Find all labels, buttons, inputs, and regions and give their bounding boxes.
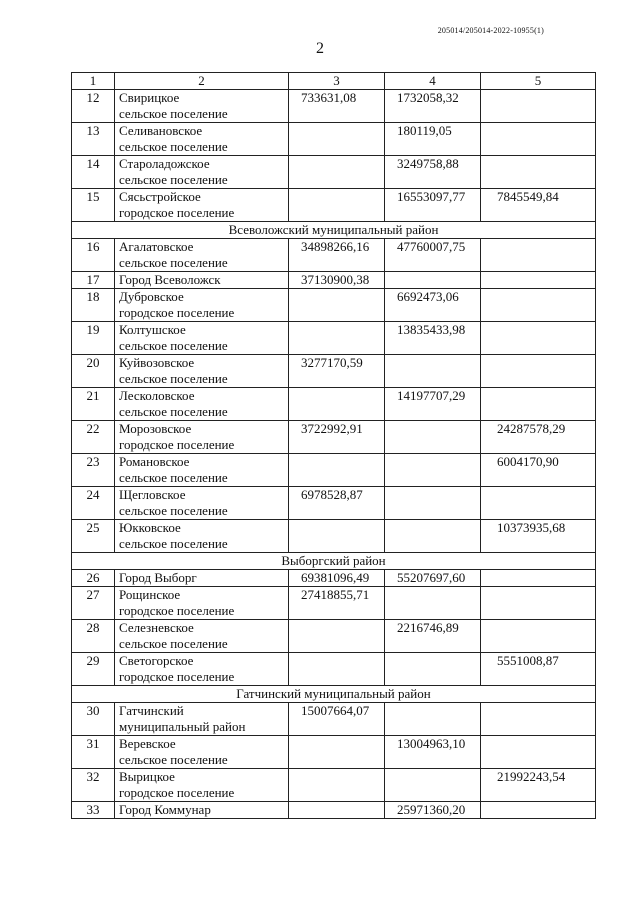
table-row (72, 156, 596, 189)
amount-col-4: 180119,05 (385, 123, 481, 156)
table-row (72, 272, 596, 289)
table-row (72, 487, 596, 520)
municipality-name-line: сельское поселение (119, 172, 228, 187)
amount-col-3 (289, 388, 385, 421)
amount-col-4: 47760007,75 (385, 239, 481, 272)
column-header: 1 (72, 73, 115, 90)
amount-col-5 (481, 90, 596, 123)
municipality-name-line: Щегловское (119, 487, 186, 502)
column-header: 4 (385, 73, 481, 90)
municipality-name-line: Селивановское (119, 123, 203, 138)
municipality-name (115, 90, 289, 123)
amount-col-3 (289, 620, 385, 653)
amount-col-5 (481, 587, 596, 620)
row-number: 13 (72, 123, 115, 156)
municipality-name-line: городское поселение (119, 669, 235, 684)
amount-col-3 (289, 769, 385, 802)
table-row (72, 520, 596, 553)
amount-col-3 (289, 653, 385, 686)
row-number: 30 (72, 703, 115, 736)
row-number: 14 (72, 156, 115, 189)
table-row (72, 587, 596, 620)
amount-col-3: 3277170,59 (289, 355, 385, 388)
municipality-name-line: городское поселение (119, 603, 235, 618)
amount-col-5 (481, 736, 596, 769)
row-number: 33 (72, 802, 115, 819)
table-body (72, 73, 596, 819)
table-header-row (72, 73, 596, 90)
row-number: 21 (72, 388, 115, 421)
municipality-name-line: сельское поселение (119, 636, 228, 651)
amount-col-4 (385, 587, 481, 620)
table-row (72, 454, 596, 487)
table-row (72, 653, 596, 686)
column-header: 3 (289, 73, 385, 90)
amount-col-4: 2216746,89 (385, 620, 481, 653)
municipality-name (115, 355, 289, 388)
municipality-name-line: городское поселение (119, 205, 235, 220)
municipality-name-line: городское поселение (119, 305, 235, 320)
amount-col-3 (289, 454, 385, 487)
table-row (72, 703, 596, 736)
row-number: 32 (72, 769, 115, 802)
amount-col-4: 14197707,29 (385, 388, 481, 421)
amount-col-3: 37130900,38 (289, 272, 385, 289)
amount-col-3: 733631,08 (289, 90, 385, 123)
column-header: 2 (115, 73, 289, 90)
amount-col-3 (289, 736, 385, 769)
table-row (72, 90, 596, 123)
amount-col-5: 6004170,90 (481, 454, 596, 487)
amount-col-5 (481, 239, 596, 272)
municipality-name (115, 123, 289, 156)
page-number: 2 (316, 40, 324, 57)
table-row (72, 322, 596, 355)
amount-col-4 (385, 355, 481, 388)
municipality-name-line: Староладожское (119, 156, 210, 171)
table-row (72, 736, 596, 769)
municipality-name (115, 487, 289, 520)
row-number: 17 (72, 272, 115, 289)
amount-col-4: 55207697,60 (385, 570, 481, 587)
amount-col-4 (385, 272, 481, 289)
municipality-name (115, 520, 289, 553)
municipality-name-line: Гатчинский (119, 703, 184, 718)
row-number: 29 (72, 653, 115, 686)
municipality-name-line: Город Выборг (119, 570, 197, 585)
municipality-name-line: сельское поселение (119, 106, 228, 121)
amount-col-3 (289, 123, 385, 156)
municipality-name (115, 703, 289, 736)
amount-col-5: 10373935,68 (481, 520, 596, 553)
amount-col-5 (481, 123, 596, 156)
row-number: 26 (72, 570, 115, 587)
column-header: 5 (481, 73, 596, 90)
amount-col-4 (385, 421, 481, 454)
amount-col-3 (289, 156, 385, 189)
municipality-name (115, 189, 289, 222)
amount-col-3: 34898266,16 (289, 239, 385, 272)
amount-col-3 (289, 802, 385, 819)
municipality-name-line: сельское поселение (119, 255, 228, 270)
amount-col-4: 1732058,32 (385, 90, 481, 123)
amount-col-4: 6692473,06 (385, 289, 481, 322)
municipality-name-line: Колтушское (119, 322, 186, 337)
amount-col-5: 21992243,54 (481, 769, 596, 802)
municipality-name (115, 454, 289, 487)
section-header-row (72, 553, 596, 570)
municipality-name-line: Вырицкое (119, 769, 175, 784)
municipality-name (115, 388, 289, 421)
amount-col-4 (385, 653, 481, 686)
table-row (72, 802, 596, 819)
amount-col-3 (289, 289, 385, 322)
municipality-name-line: Город Коммунар (119, 802, 211, 817)
municipality-name-line: муниципальный район (119, 719, 246, 734)
section-title: Выборгский район (72, 553, 596, 570)
municipality-name (115, 156, 289, 189)
municipality-name (115, 587, 289, 620)
allocation-table (71, 72, 596, 819)
amount-col-3: 6978528,87 (289, 487, 385, 520)
municipality-name-line: Юкковское (119, 520, 181, 535)
row-number: 18 (72, 289, 115, 322)
municipality-name-line: Свирицкое (119, 90, 180, 105)
amount-col-4 (385, 487, 481, 520)
municipality-name (115, 769, 289, 802)
municipality-name-line: городское поселение (119, 437, 235, 452)
amount-col-5: 24287578,29 (481, 421, 596, 454)
municipality-name (115, 421, 289, 454)
row-number: 31 (72, 736, 115, 769)
amount-col-4: 25971360,20 (385, 802, 481, 819)
row-number: 19 (72, 322, 115, 355)
amount-col-5 (481, 355, 596, 388)
municipality-name (115, 802, 289, 819)
municipality-name (115, 653, 289, 686)
table-row (72, 123, 596, 156)
municipality-name-line: городское поселение (119, 785, 235, 800)
amount-col-3: 3722992,91 (289, 421, 385, 454)
table-row (72, 421, 596, 454)
municipality-name (115, 570, 289, 587)
row-number: 24 (72, 487, 115, 520)
document-id: 205014/205014-2022-10955(1) (437, 26, 544, 35)
amount-col-4 (385, 520, 481, 553)
row-number: 27 (72, 587, 115, 620)
municipality-name-line: сельское поселение (119, 338, 228, 353)
row-number: 16 (72, 239, 115, 272)
amount-col-3: 27418855,71 (289, 587, 385, 620)
municipality-name-line: Селезневское (119, 620, 194, 635)
municipality-name-line: Лесколовское (119, 388, 195, 403)
municipality-name (115, 289, 289, 322)
amount-col-5 (481, 703, 596, 736)
municipality-name-line: сельское поселение (119, 139, 228, 154)
amount-col-5: 5551008,87 (481, 653, 596, 686)
table-row (72, 239, 596, 272)
municipality-name-line: сельское поселение (119, 536, 228, 551)
amount-col-5 (481, 156, 596, 189)
municipality-name-line: сельское поселение (119, 752, 228, 767)
amount-col-5 (481, 620, 596, 653)
municipality-name-line: Морозовское (119, 421, 192, 436)
row-number: 20 (72, 355, 115, 388)
row-number: 22 (72, 421, 115, 454)
municipality-name-line: сельское поселение (119, 404, 228, 419)
municipality-name-line: Сясьстройское (119, 189, 201, 204)
amount-col-4 (385, 454, 481, 487)
amount-col-3 (289, 322, 385, 355)
municipality-name-line: Куйвозовское (119, 355, 195, 370)
amount-col-4: 13835433,98 (385, 322, 481, 355)
amount-col-5 (481, 802, 596, 819)
municipality-name-line: Дубровское (119, 289, 184, 304)
municipality-name (115, 322, 289, 355)
municipality-name-line: Светогорское (119, 653, 194, 668)
amount-col-4 (385, 769, 481, 802)
row-number: 25 (72, 520, 115, 553)
municipality-name-line: сельское поселение (119, 371, 228, 386)
municipality-name-line: Рощинское (119, 587, 181, 602)
municipality-name (115, 736, 289, 769)
municipality-name (115, 239, 289, 272)
amount-col-3 (289, 520, 385, 553)
amount-col-5: 7845549,84 (481, 189, 596, 222)
municipality-name (115, 620, 289, 653)
municipality-name (115, 272, 289, 289)
table-row (72, 769, 596, 802)
row-number: 23 (72, 454, 115, 487)
municipality-name-line: Романовское (119, 454, 190, 469)
amount-col-3: 15007664,07 (289, 703, 385, 736)
section-header-row (72, 222, 596, 239)
amount-col-4 (385, 703, 481, 736)
row-number: 12 (72, 90, 115, 123)
section-header-row (72, 686, 596, 703)
table-row (72, 620, 596, 653)
amount-col-4: 16553097,77 (385, 189, 481, 222)
municipality-name-line: Веревское (119, 736, 176, 751)
amount-col-4: 3249758,88 (385, 156, 481, 189)
amount-col-5 (481, 322, 596, 355)
municipality-name-line: сельское поселение (119, 503, 228, 518)
row-number: 28 (72, 620, 115, 653)
table-row (72, 289, 596, 322)
table-row (72, 189, 596, 222)
amount-col-5 (481, 487, 596, 520)
amount-col-4: 13004963,10 (385, 736, 481, 769)
amount-col-5 (481, 289, 596, 322)
amount-col-5 (481, 388, 596, 421)
section-title: Гатчинский муниципальный район (72, 686, 596, 703)
table-row (72, 570, 596, 587)
amount-col-5 (481, 272, 596, 289)
amount-col-3 (289, 189, 385, 222)
row-number: 15 (72, 189, 115, 222)
amount-col-3: 69381096,49 (289, 570, 385, 587)
table-row (72, 388, 596, 421)
amount-col-5 (481, 570, 596, 587)
table-row (72, 355, 596, 388)
municipality-name-line: Агалатовское (119, 239, 194, 254)
section-title: Всеволожский муниципальный район (72, 222, 596, 239)
municipality-name-line: сельское поселение (119, 470, 228, 485)
municipality-name-line: Город Всеволожск (119, 272, 221, 287)
